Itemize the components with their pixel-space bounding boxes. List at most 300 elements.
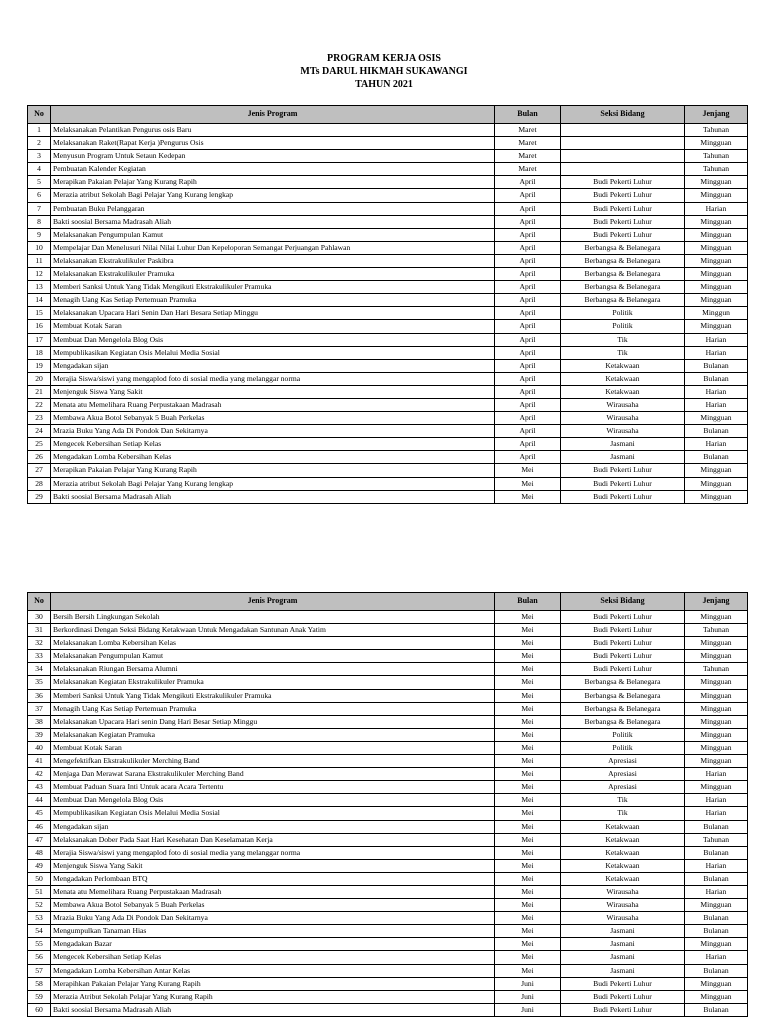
cell-bulan: Mei (495, 755, 561, 768)
cell-seksi-bidang: Ketakwaan (561, 859, 685, 872)
table-row (28, 490, 748, 503)
cell-jenjang: Tahunan (685, 150, 748, 163)
cell-bulan: Mei (495, 807, 561, 820)
cell-seksi-bidang: Budi Pekerti Luhur (561, 1003, 685, 1016)
cell-jenis-program: Menata atu Memelihara Ruang Perpustakaan Madrasah (51, 885, 495, 898)
table-row (28, 150, 748, 163)
cell-no: 19 (28, 359, 51, 372)
title-line-3: TAHUN 2021 (355, 79, 413, 90)
table-row (28, 768, 748, 781)
cell-seksi-bidang: Jasmani (561, 438, 685, 451)
cell-no: 42 (28, 768, 51, 781)
cell-bulan: Mei (495, 846, 561, 859)
cell-bulan: April (495, 254, 561, 267)
cell-jenis-program: Pembuatan Buku Pelanggaran (51, 202, 495, 215)
table-row (28, 294, 748, 307)
cell-jenis-program: Melaksanakan Ekstrakulikuler Pramuka (51, 268, 495, 281)
cell-no: 2 (28, 137, 51, 150)
cell-jenjang: Mingguan (685, 650, 748, 663)
cell-seksi-bidang: Jasmani (561, 938, 685, 951)
cell-no: 31 (28, 624, 51, 637)
cell-bulan: April (495, 346, 561, 359)
title-line-1: PROGRAM KERJA OSIS (327, 53, 441, 64)
table-row (28, 899, 748, 912)
cell-bulan: Juni (495, 1003, 561, 1016)
cell-jenjang: Mingguan (685, 320, 748, 333)
table-row (28, 333, 748, 346)
cell-bulan: Mei (495, 650, 561, 663)
table-row (28, 425, 748, 438)
table-row (28, 859, 748, 872)
cell-jenis-program: Melaksanakan Kegiatan Pramuka (51, 728, 495, 741)
cell-seksi-bidang: Budi Pekerti Luhur (561, 215, 685, 228)
cell-jenjang: Mingguan (685, 228, 748, 241)
cell-bulan: Mei (495, 741, 561, 754)
table-row (28, 359, 748, 372)
cell-bulan: Maret (495, 124, 561, 137)
cell-no: 15 (28, 307, 51, 320)
cell-bulan: Mei (495, 833, 561, 846)
cell-jenis-program: Menyusun Program Untuk Setaun Kedepan (51, 150, 495, 163)
cell-jenis-program: Mengadakan Lomba Kebersihan Kelas (51, 451, 495, 464)
header-seksi-bidang: Seksi Bidang (561, 593, 685, 611)
header-bulan: Bulan (495, 593, 561, 611)
cell-jenjang: Harian (685, 885, 748, 898)
cell-jenjang: Harian (685, 398, 748, 411)
cell-jenjang: Harian (685, 794, 748, 807)
cell-no: 35 (28, 676, 51, 689)
cell-bulan: Mei (495, 611, 561, 624)
cell-jenjang: Harian (685, 951, 748, 964)
cell-no: 13 (28, 281, 51, 294)
cell-seksi-bidang (561, 163, 685, 176)
table-row (28, 254, 748, 267)
cell-seksi-bidang: Budi Pekerti Luhur (561, 189, 685, 202)
cell-jenis-program: Membuat Dan Mengelola Blog Osis (51, 333, 495, 346)
table-row (28, 320, 748, 333)
cell-bulan: Mei (495, 885, 561, 898)
cell-jenjang: Harian (685, 333, 748, 346)
cell-jenis-program: Melaksanakan Riungan Bersama Alumni (51, 663, 495, 676)
cell-seksi-bidang: Tik (561, 346, 685, 359)
cell-seksi-bidang: Politik (561, 320, 685, 333)
cell-jenjang: Mingguan (685, 689, 748, 702)
table-row (28, 951, 748, 964)
cell-jenis-program: Menjaga Dan Merawat Sarana Ekstrakulikuler Merching Band (51, 768, 495, 781)
table-row (28, 964, 748, 977)
cell-seksi-bidang: Tik (561, 333, 685, 346)
cell-jenis-program: Bersih Bersih Lingkungan Sekolah (51, 611, 495, 624)
cell-jenis-program: Memberi Sanksi Untuk Yang Tidak Mengikuti Ekstrakulikuler Pramuka (51, 281, 495, 294)
cell-bulan: April (495, 189, 561, 202)
cell-bulan: April (495, 333, 561, 346)
cell-seksi-bidang: Jasmani (561, 925, 685, 938)
cell-seksi-bidang: Politik (561, 307, 685, 320)
table-row (28, 912, 748, 925)
cell-no: 56 (28, 951, 51, 964)
cell-no: 53 (28, 912, 51, 925)
cell-seksi-bidang: Berbangsa & Belanegara (561, 281, 685, 294)
cell-seksi-bidang: Ketakwaan (561, 359, 685, 372)
cell-seksi-bidang: Budi Pekerti Luhur (561, 624, 685, 637)
table-body (28, 611, 748, 1017)
cell-seksi-bidang: Tik (561, 794, 685, 807)
cell-no: 10 (28, 241, 51, 254)
cell-jenjang: Mingguan (685, 899, 748, 912)
table-row (28, 833, 748, 846)
cell-jenjang: Mingguan (685, 977, 748, 990)
cell-jenjang: Harian (685, 768, 748, 781)
table-row (28, 346, 748, 359)
cell-jenjang: Mingguan (685, 137, 748, 150)
cell-jenjang: Harian (685, 807, 748, 820)
cell-jenis-program: Bakti soosial Bersama Madrasah Aliah (51, 1003, 495, 1016)
cell-no: 20 (28, 372, 51, 385)
cell-jenjang: Mingguan (685, 412, 748, 425)
cell-seksi-bidang: Berbangsa & Belanegara (561, 268, 685, 281)
table-row (28, 372, 748, 385)
header-bulan: Bulan (495, 106, 561, 124)
cell-no: 46 (28, 820, 51, 833)
cell-jenis-program: Melaksanakan Raket(Rapat Kerja )Pengurus Osis (51, 137, 495, 150)
cell-jenjang: Tahunan (685, 624, 748, 637)
cell-seksi-bidang: Berbangsa & Belanegara (561, 715, 685, 728)
cell-bulan: Mei (495, 624, 561, 637)
title-line-2: MTs DARUL HIKMAH SUKAWANGI (300, 66, 468, 77)
cell-jenjang: Bulanan (685, 451, 748, 464)
cell-seksi-bidang: Ketakwaan (561, 385, 685, 398)
table-row (28, 412, 748, 425)
cell-seksi-bidang: Ketakwaan (561, 833, 685, 846)
table-row (28, 215, 748, 228)
header-jenis-program: Jenis Program (51, 106, 495, 124)
cell-seksi-bidang: Politik (561, 728, 685, 741)
cell-bulan: Maret (495, 137, 561, 150)
cell-no: 36 (28, 689, 51, 702)
header-jenjang: Jenjang (685, 106, 748, 124)
cell-jenis-program: Merapihkan Pakaian Pelajar Yang Kurang Rapih (51, 977, 495, 990)
cell-bulan: April (495, 176, 561, 189)
table-row (28, 307, 748, 320)
cell-jenis-program: Mengadakan Perlombaan BTQ (51, 872, 495, 885)
cell-no: 34 (28, 663, 51, 676)
cell-jenis-program: Merajia Siswa/siswi yang mengaplod foto di sosial media yang melanggar norma (51, 846, 495, 859)
table-row (28, 781, 748, 794)
table-row (28, 241, 748, 254)
table-row (28, 228, 748, 241)
cell-jenjang: Harian (685, 346, 748, 359)
cell-jenis-program: Mengefektifkan Ekstrakulikuler Merching Band (51, 755, 495, 768)
table-row (28, 990, 748, 1003)
cell-jenjang: Mingguan (685, 254, 748, 267)
cell-no: 29 (28, 490, 51, 503)
cell-bulan: April (495, 307, 561, 320)
cell-seksi-bidang: Budi Pekerti Luhur (561, 176, 685, 189)
cell-jenis-program: Membuat Kotak Saran (51, 741, 495, 754)
cell-jenis-program: Merapikan Pakaian Pelajar Yang Kurang Rapih (51, 464, 495, 477)
cell-seksi-bidang: Berbangsa & Belanegara (561, 702, 685, 715)
table-row (28, 385, 748, 398)
table-row (28, 464, 748, 477)
cell-jenjang: Mingguan (685, 938, 748, 951)
cell-jenis-program: Melaksanakan Kegiatan Ekstrakulikuler Pramuka (51, 676, 495, 689)
cell-no: 39 (28, 728, 51, 741)
cell-no: 44 (28, 794, 51, 807)
cell-no: 24 (28, 425, 51, 438)
cell-jenis-program: Menagih Uang Kas Setiap Pertemuan Pramuka (51, 294, 495, 307)
cell-jenjang: Harian (685, 385, 748, 398)
cell-bulan: Mei (495, 859, 561, 872)
cell-bulan: Mei (495, 951, 561, 964)
cell-jenjang: Minggun (685, 307, 748, 320)
table-header (28, 593, 748, 611)
table-row (28, 1003, 748, 1016)
cell-seksi-bidang: Jasmani (561, 964, 685, 977)
cell-seksi-bidang: Wirausaha (561, 912, 685, 925)
cell-jenis-program: Bakti soosial Bersama Madrasah Aliah (51, 215, 495, 228)
cell-jenis-program: Menata atu Memelihara Ruang Perpustakaan Madrasah (51, 398, 495, 411)
table-row (28, 885, 748, 898)
cell-jenjang: Bulanan (685, 820, 748, 833)
cell-bulan: Mei (495, 728, 561, 741)
table-row (28, 189, 748, 202)
table-row (28, 611, 748, 624)
cell-jenis-program: Mempelajar Dan Menelusuri Nilai Nilai Luhur Dan Kepeloporan Semangat Perjuangan Pahlawan (51, 241, 495, 254)
cell-no: 16 (28, 320, 51, 333)
cell-jenjang: Harian (685, 438, 748, 451)
cell-jenjang: Mingguan (685, 189, 748, 202)
cell-jenis-program: Mrazia Buku Yang Ada Di Pondok Dan Sekitarnya (51, 912, 495, 925)
cell-jenis-program: Mengecek Kebersihan Setiap Kelas (51, 951, 495, 964)
cell-no: 60 (28, 1003, 51, 1016)
cell-bulan: April (495, 438, 561, 451)
cell-jenis-program: Menjenguk Siswa Yang Sakit (51, 859, 495, 872)
cell-no: 6 (28, 189, 51, 202)
cell-jenis-program: Pembuatan Kalender Kegiatan (51, 163, 495, 176)
cell-jenjang: Tahunan (685, 163, 748, 176)
cell-jenis-program: Merazia Atribut Sekolah Pelajar Yang Kurang Rapih (51, 990, 495, 1003)
cell-bulan: Mei (495, 899, 561, 912)
table-row (28, 451, 748, 464)
cell-no: 54 (28, 925, 51, 938)
cell-jenis-program: Mengecek Kebersihan Setiap Kelas (51, 438, 495, 451)
cell-seksi-bidang: Wirausaha (561, 398, 685, 411)
cell-bulan: April (495, 425, 561, 438)
table-row (28, 124, 748, 137)
cell-seksi-bidang: Budi Pekerti Luhur (561, 663, 685, 676)
cell-no: 40 (28, 741, 51, 754)
table-row (28, 176, 748, 189)
cell-bulan: Mei (495, 490, 561, 503)
table-row (28, 807, 748, 820)
cell-bulan: April (495, 320, 561, 333)
cell-seksi-bidang: Budi Pekerti Luhur (561, 977, 685, 990)
cell-jenjang: Bulanan (685, 359, 748, 372)
cell-jenjang: Mingguan (685, 637, 748, 650)
table-row (28, 715, 748, 728)
cell-no: 43 (28, 781, 51, 794)
cell-seksi-bidang: Budi Pekerti Luhur (561, 990, 685, 1003)
cell-no: 21 (28, 385, 51, 398)
cell-seksi-bidang: Wirausaha (561, 425, 685, 438)
cell-jenis-program: Melaksanakan Upacara Hari Senin Dan Hari Besara Setiap Minggu (51, 307, 495, 320)
cell-jenjang: Mingguan (685, 215, 748, 228)
program-table-1 (27, 105, 748, 504)
cell-jenis-program: Melaksanakan Pelantikan Pengurus osis Baru (51, 124, 495, 137)
cell-no: 33 (28, 650, 51, 663)
cell-bulan: April (495, 215, 561, 228)
cell-bulan: Maret (495, 163, 561, 176)
cell-no: 32 (28, 637, 51, 650)
cell-jenis-program: Melaksanakan Ekstrakulikuler Paskibra (51, 254, 495, 267)
cell-seksi-bidang: Tik (561, 807, 685, 820)
cell-jenjang: Mingguan (685, 741, 748, 754)
cell-jenjang: Bulanan (685, 925, 748, 938)
table-row (28, 202, 748, 215)
cell-jenjang: Mingguan (685, 464, 748, 477)
cell-bulan: April (495, 451, 561, 464)
cell-bulan: April (495, 281, 561, 294)
cell-jenjang: Mingguan (685, 755, 748, 768)
cell-jenjang: Mingguan (685, 715, 748, 728)
table-row (28, 663, 748, 676)
cell-seksi-bidang: Budi Pekerti Luhur (561, 228, 685, 241)
cell-bulan: Mei (495, 781, 561, 794)
cell-bulan: Mei (495, 912, 561, 925)
table-row (28, 163, 748, 176)
cell-no: 58 (28, 977, 51, 990)
cell-bulan: April (495, 385, 561, 398)
header-no: No (28, 593, 51, 611)
cell-seksi-bidang (561, 137, 685, 150)
cell-bulan: Mei (495, 663, 561, 676)
cell-seksi-bidang: Apresiasi (561, 755, 685, 768)
table-row (28, 755, 748, 768)
table-row (28, 794, 748, 807)
table-row (28, 938, 748, 951)
cell-jenis-program: Membuat Kotak Saran (51, 320, 495, 333)
cell-seksi-bidang: Berbangsa & Belanegara (561, 294, 685, 307)
cell-seksi-bidang (561, 150, 685, 163)
cell-no: 8 (28, 215, 51, 228)
cell-no: 12 (28, 268, 51, 281)
cell-no: 18 (28, 346, 51, 359)
cell-bulan: Mei (495, 689, 561, 702)
cell-jenis-program: Melaksanakan Upacara Hari senin Dang Hari Besar Setiap Minggu (51, 715, 495, 728)
cell-no: 47 (28, 833, 51, 846)
cell-no: 25 (28, 438, 51, 451)
cell-bulan: Mei (495, 702, 561, 715)
cell-no: 57 (28, 964, 51, 977)
cell-no: 51 (28, 885, 51, 898)
cell-jenjang: Bulanan (685, 872, 748, 885)
cell-jenis-program: Melaksanakan Pengumpulan Kamut (51, 650, 495, 663)
cell-no: 45 (28, 807, 51, 820)
cell-no: 22 (28, 398, 51, 411)
cell-seksi-bidang: Budi Pekerti Luhur (561, 464, 685, 477)
table-row (28, 702, 748, 715)
cell-bulan: April (495, 359, 561, 372)
cell-jenjang: Mingguan (685, 728, 748, 741)
cell-seksi-bidang: Budi Pekerti Luhur (561, 202, 685, 215)
cell-no: 48 (28, 846, 51, 859)
cell-seksi-bidang: Apresiasi (561, 768, 685, 781)
cell-seksi-bidang: Budi Pekerti Luhur (561, 637, 685, 650)
cell-jenjang: Mingguan (685, 490, 748, 503)
cell-no: 49 (28, 859, 51, 872)
table-row (28, 398, 748, 411)
cell-jenjang: Mingguan (685, 176, 748, 189)
cell-no: 5 (28, 176, 51, 189)
cell-seksi-bidang: Ketakwaan (561, 820, 685, 833)
cell-seksi-bidang: Ketakwaan (561, 846, 685, 859)
cell-bulan: April (495, 228, 561, 241)
cell-no: 3 (28, 150, 51, 163)
table-body (28, 124, 748, 504)
cell-no: 37 (28, 702, 51, 715)
cell-jenjang: Tahunan (685, 663, 748, 676)
cell-bulan: Mei (495, 872, 561, 885)
cell-jenjang: Bulanan (685, 912, 748, 925)
cell-bulan: April (495, 241, 561, 254)
cell-bulan: Mei (495, 964, 561, 977)
table-row (28, 137, 748, 150)
cell-seksi-bidang: Budi Pekerti Luhur (561, 650, 685, 663)
cell-jenis-program: Mengadakan sijan (51, 359, 495, 372)
cell-seksi-bidang: Apresiasi (561, 781, 685, 794)
table-row (28, 872, 748, 885)
cell-jenjang: Mingguan (685, 990, 748, 1003)
cell-bulan: Mei (495, 820, 561, 833)
cell-bulan: Mei (495, 794, 561, 807)
cell-jenis-program: Mengadakan Bazar (51, 938, 495, 951)
cell-bulan: Maret (495, 150, 561, 163)
cell-seksi-bidang: Wirausaha (561, 899, 685, 912)
cell-jenjang: Bulanan (685, 425, 748, 438)
cell-no: 11 (28, 254, 51, 267)
cell-no: 1 (28, 124, 51, 137)
header-seksi-bidang: Seksi Bidang (561, 106, 685, 124)
cell-bulan: Mei (495, 676, 561, 689)
cell-seksi-bidang: Ketakwaan (561, 372, 685, 385)
cell-jenis-program: Mengadakan sijan (51, 820, 495, 833)
cell-jenjang: Mingguan (685, 611, 748, 624)
cell-seksi-bidang: Wirausaha (561, 412, 685, 425)
cell-seksi-bidang: Politik (561, 741, 685, 754)
cell-seksi-bidang: Budi Pekerti Luhur (561, 477, 685, 490)
cell-no: 38 (28, 715, 51, 728)
table-row (28, 741, 748, 754)
cell-jenis-program: Membuat Dan Mengelola Blog Osis (51, 794, 495, 807)
cell-bulan: Juni (495, 977, 561, 990)
cell-no: 59 (28, 990, 51, 1003)
cell-jenis-program: Berkordinasi Dengan Seksi Bidang Ketakwaan Untuk Mengadakan Santunan Anak Yatim (51, 624, 495, 637)
cell-jenjang: Mingguan (685, 281, 748, 294)
cell-bulan: April (495, 294, 561, 307)
cell-seksi-bidang: Wirausaha (561, 885, 685, 898)
cell-jenis-program: Merazia atribut Sekolah Bagi Pelajar Yang Kurang lengkap (51, 189, 495, 202)
table-row (28, 477, 748, 490)
table-header (28, 106, 748, 124)
table-row (28, 637, 748, 650)
cell-no: 50 (28, 872, 51, 885)
cell-jenis-program: Merajia Siswa/siswi yang mengaplod foto di sosial media yang melanggar norma (51, 372, 495, 385)
cell-no: 52 (28, 899, 51, 912)
cell-jenis-program: Menjenguk Siswa Yang Sakit (51, 385, 495, 398)
document-title (0, 52, 768, 91)
cell-jenjang: Bulanan (685, 846, 748, 859)
cell-jenjang: Tahunan (685, 124, 748, 137)
